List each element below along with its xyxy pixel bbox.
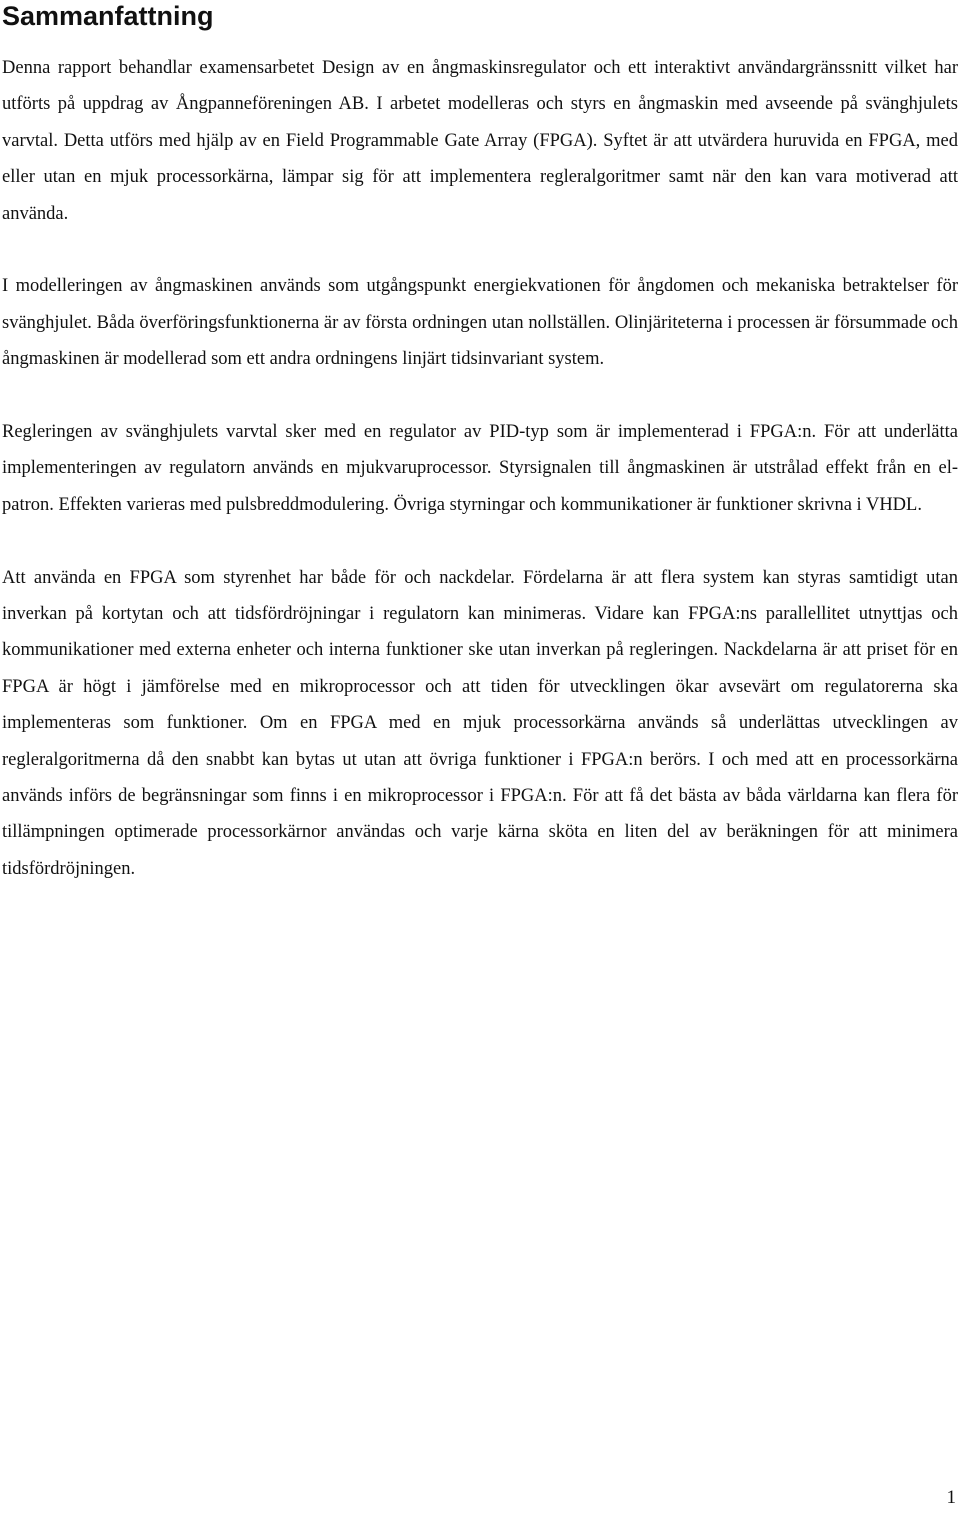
- section-heading: Sammanfattning: [2, 1, 214, 31]
- page-number: 1: [946, 1487, 956, 1508]
- paragraph-4: Att använda en FPGA som styrenhet har både för och nackdelar. Fördelarna är att flera system kan styras samtidigt utan inverkan på kortytan och att tidsfördröjningar i regulatorn kan minimeras. Vidare kan FPGA:ns parallellitet utnyttjas och kommunikationer med externa enheter och interna funktioner ske utan inverkan på regleringen. Nackdelarna är att priset för en FPGA är högt i jämförelse med en mikroprocessor och att tiden för utvecklingen ökar avsevärt om regulatorerna ska implementeras som funktioner. Om en FPGA med en mjuk processorkärna används så underlättas utvecklingen av regleralgoritmerna då den snabbt kan bytas ut utan att övriga funktioner i FPGA:n berörs. I och med att en processorkärna används införs de begränsningar som finns i en mikroprocessor i FPGA:n. För att få det bästa av båda världarna kan flera för tillämpningen optimerade processorkärnor användas och varje kärna sköta en liten del av beräkningen för att minimera tidsfördröjningen.: [2, 567, 958, 879]
- abstract-body: [2, 50, 958, 924]
- paragraph-1: Denna rapport behandlar examensarbetet Design av en ångmaskinsregulator och ett interaktivt användargränssnitt vilket har utförts på uppdrag av Ångpanneföreningen AB. I arbetet modelleras och styrs en ångmaskin med avseende på svänghjulets varvtal. Detta utförs med hjälp av en Field Programmable Gate Array (FPGA). Syftet är att utvärdera huruvida en FPGA, med eller utan en mjuk processorkärna, lämpar sig för att implementera regleralgoritmer samt när den kan vara motiverad att använda.: [2, 58, 958, 224]
- paragraph-2: I modelleringen av ångmaskinen används som utgångspunkt energiekvationen för ångdomen och mekaniska betraktelser för svänghjulet. Båda överföringsfunktionerna är av första ordningen utan nollställen. Olinjäriteterna i processen är försummade och ångmaskinen är modellerad som ett andra ordningens linjärt tidsinvariant system.: [2, 276, 958, 370]
- paragraph-3: Regleringen av svänghjulets varvtal sker med en regulator av PID-typ som är implementerad i FPGA:n. För att underlätta implementeringen av regulatorn används en mjukvaruprocessor. Styrsignalen till ångmaskinen är utstrålad effekt från en el-patron. Effekten varieras med pulsbreddmodulering. Övriga styrningar och kommunikationer är funktioner skrivna i VHDL.: [2, 422, 958, 515]
